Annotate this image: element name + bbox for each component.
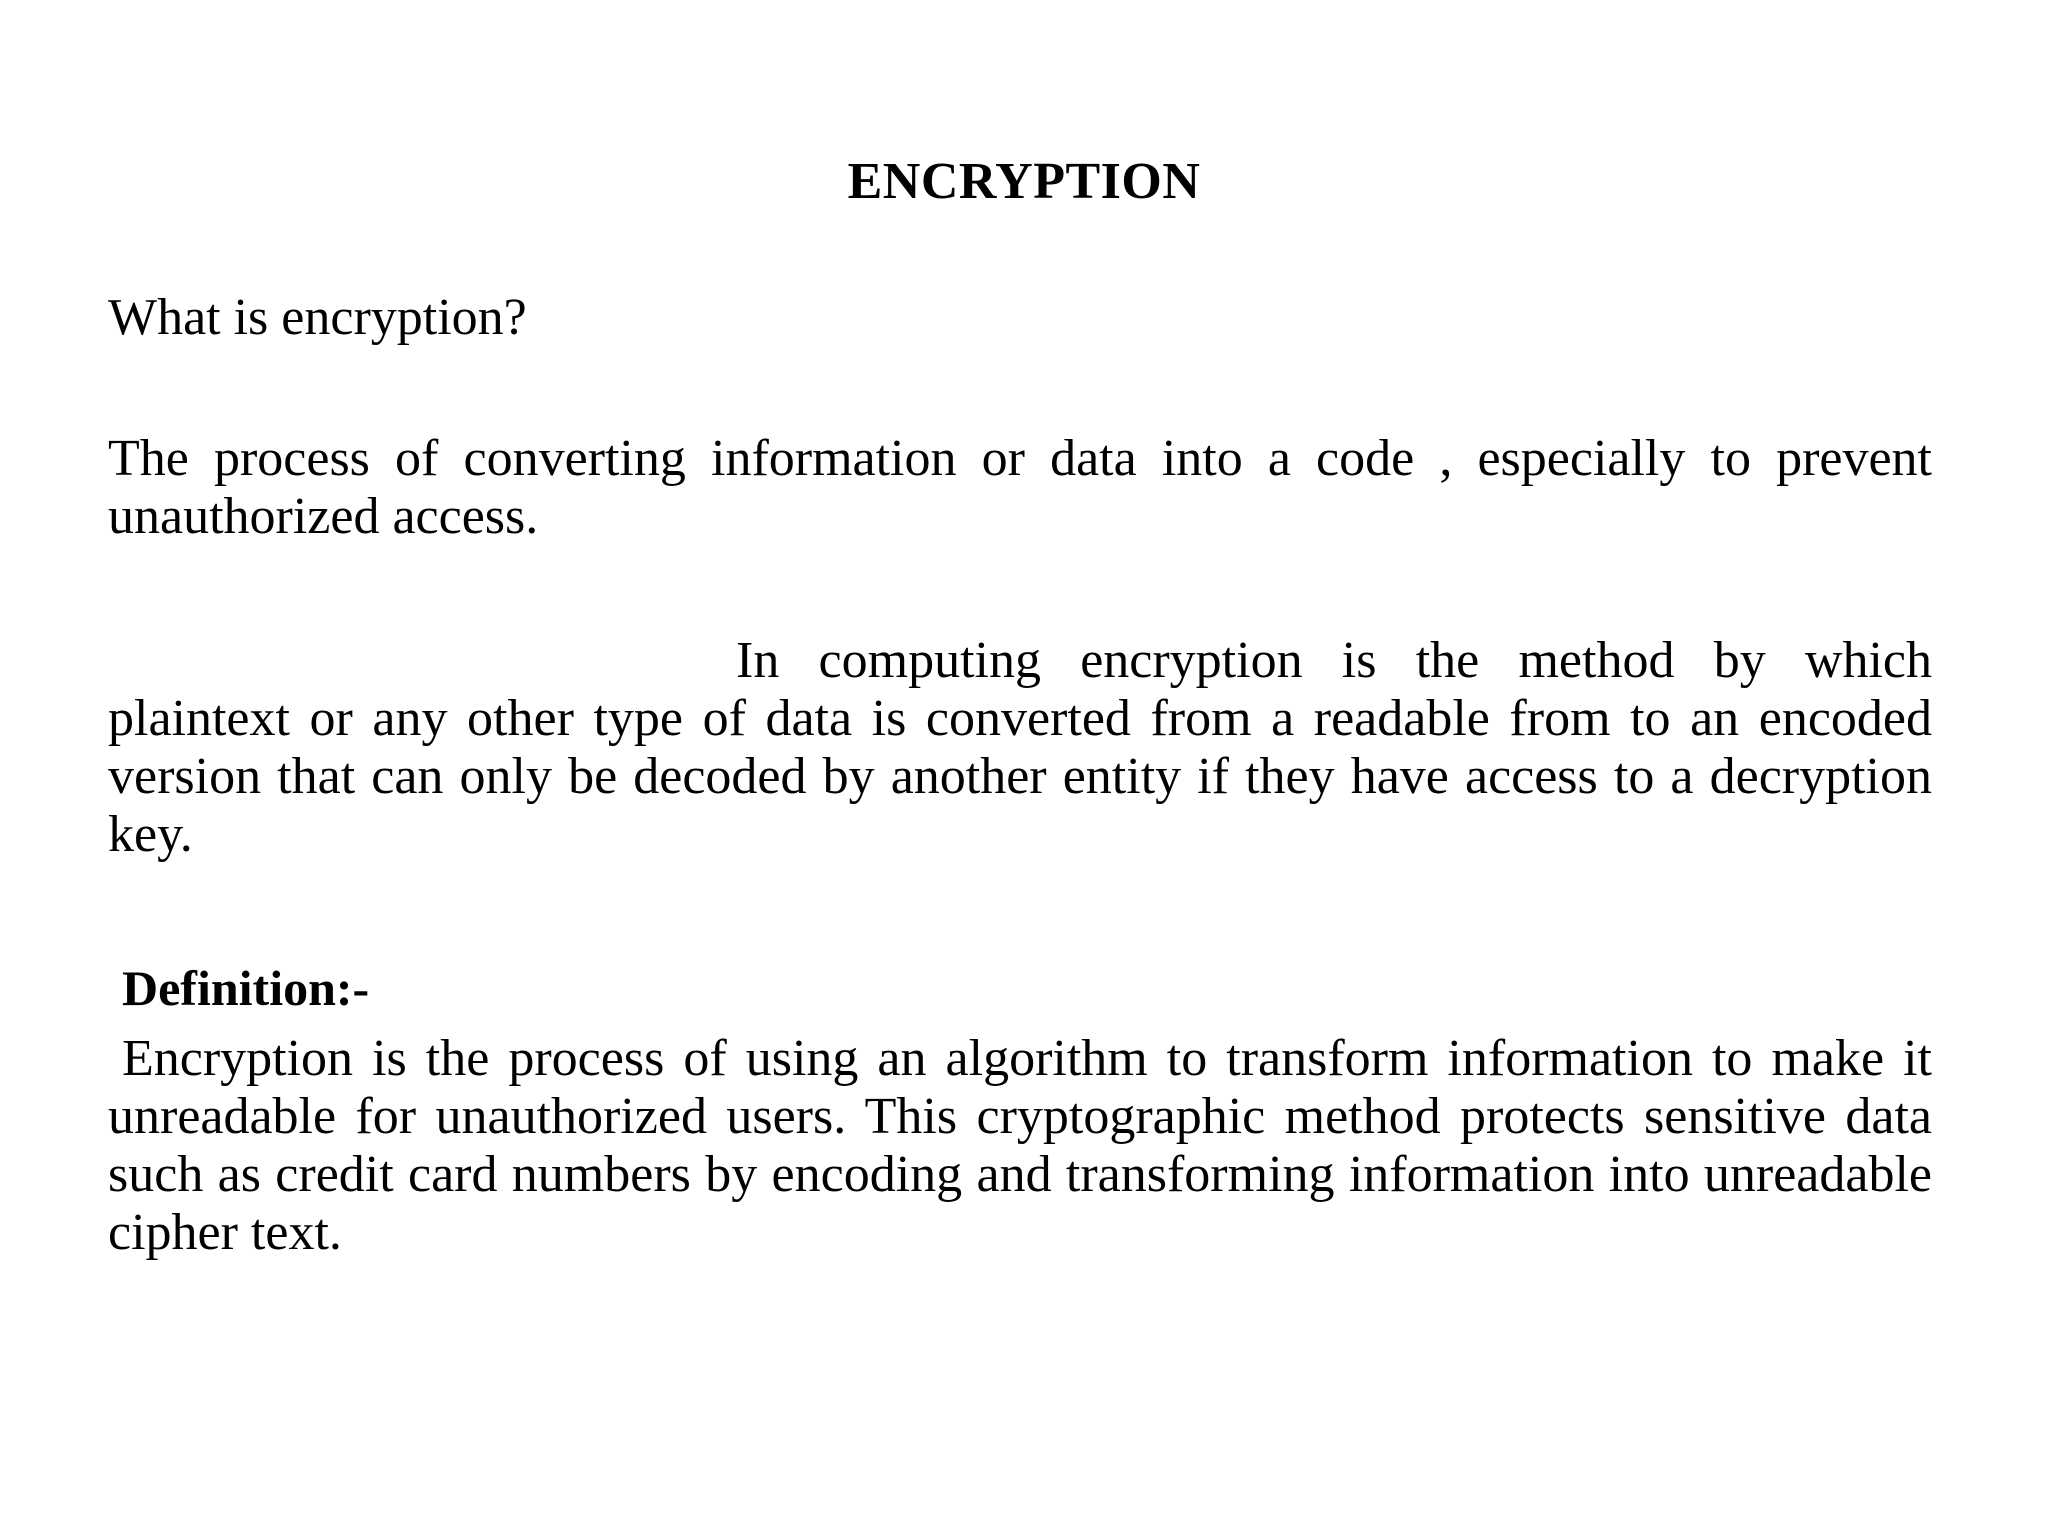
- definition-heading: Definition:-: [122, 960, 370, 1016]
- definition-paragraph: Encryption is the process of using an algorithm to transform information to make it unreadable for unauthorized users. This cryptographic method protects sensitive data such as credit card numbers by encoding and transforming information into unreadable cipher text.: [108, 1030, 1932, 1261]
- document-title: ENCRYPTION: [847, 153, 1201, 210]
- paragraph-computing-meaning: In computing encryption is the method by which plaintext or any other type of data is converted from a readable from to an encoded version that can only be decoded by another entity if they have access to a decryption key.: [108, 632, 1932, 863]
- question-heading: What is encryption?: [108, 289, 527, 346]
- paragraph-basic-meaning: The process of converting information or data into a code , especially to prevent unauthorized access.: [108, 430, 1932, 545]
